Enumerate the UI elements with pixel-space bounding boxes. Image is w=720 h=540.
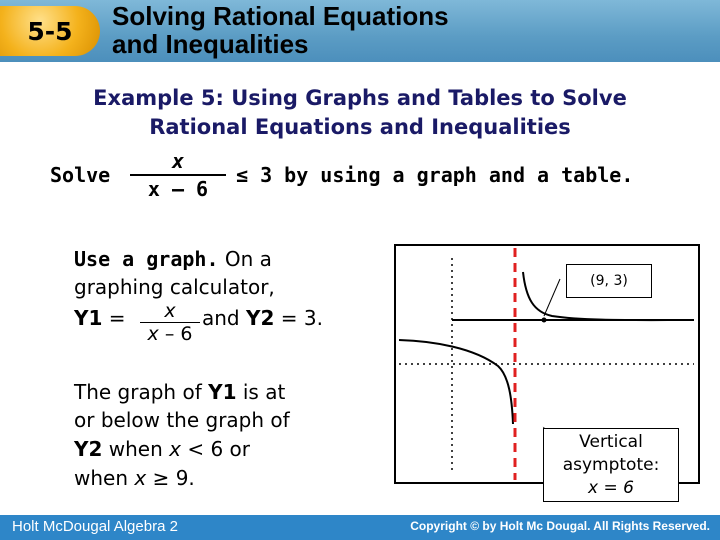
intersection-label: (9, 3) xyxy=(566,264,652,298)
result-line3-y2: Y2 xyxy=(74,437,103,461)
intersection-point xyxy=(542,318,547,323)
result-line4 xyxy=(74,463,195,493)
asymptote-label-line1: Vertical xyxy=(579,432,643,452)
y1-label: Y1 xyxy=(74,306,103,330)
y1-denominator-rest: – 6 xyxy=(158,323,193,345)
graph-instruction-line3-rest xyxy=(202,303,323,333)
and-text: and xyxy=(202,306,246,330)
on-a-text: On a xyxy=(218,247,272,271)
result-line3-b: when xyxy=(102,437,170,461)
y2-label: Y2 xyxy=(245,306,275,330)
problem-rest: ≤ 3 by using a graph and a table. xyxy=(236,163,634,187)
result-line4-c: ≥ 9. xyxy=(146,466,195,490)
result-line3 xyxy=(74,434,250,464)
example-title-line1: Example 5: Using Graphs and Tables to Solve xyxy=(93,86,627,110)
graph-instruction-line3 xyxy=(74,303,126,333)
result-line2: or below the graph of xyxy=(74,408,290,432)
example-title-line2: Rational Equations and Inequalities xyxy=(149,115,571,139)
footer-book-title: Holt McDougal Algebra 2 xyxy=(12,518,178,535)
fraction-bar xyxy=(130,174,226,176)
lesson-title-line2: and Inequalities xyxy=(112,29,309,59)
lesson-number-badge xyxy=(0,6,100,56)
example-title xyxy=(0,84,720,142)
lesson-number: 5-5 xyxy=(27,16,73,46)
problem-denominator: x – 6 xyxy=(147,177,209,201)
graph-instruction-line1 xyxy=(74,244,272,274)
problem-numerator: x xyxy=(171,149,185,173)
asymptote-label-box xyxy=(543,428,679,502)
solve-word: Solve xyxy=(50,163,111,187)
equals-sign: = xyxy=(102,306,126,330)
result-line1-y1: Y1 xyxy=(208,380,237,404)
lesson-title xyxy=(112,2,449,58)
asymptote-label-line3: x = 6 xyxy=(588,478,634,498)
problem-fraction xyxy=(130,149,226,201)
result-line1-a: The graph of xyxy=(74,380,209,404)
result-line1-c: is at xyxy=(236,380,286,404)
asymptote-label-line2: asymptote: xyxy=(562,455,660,475)
y1-denominator xyxy=(140,323,200,345)
footer-bar xyxy=(0,515,720,540)
y2-rest: = 3. xyxy=(274,306,323,330)
graph-instruction-line2: graphing calculator, xyxy=(74,275,275,299)
footer-copyright: Copyright © by Holt Mc Dougal. All Rights Reserved. xyxy=(410,519,710,533)
use-a-graph-label: Use a graph. xyxy=(74,247,219,271)
result-line4-x: x xyxy=(134,466,147,490)
lesson-title-line1: Solving Rational Equations xyxy=(112,1,449,31)
y1-denominator-x: x xyxy=(147,323,159,345)
y1-numerator: x xyxy=(164,300,176,322)
result-line1 xyxy=(74,377,285,407)
header-bar xyxy=(0,0,720,62)
y1-fraction xyxy=(140,300,200,345)
result-line4-a: when xyxy=(74,466,135,490)
result-line3-d: < 6 or xyxy=(180,437,250,461)
result-line3-x: x xyxy=(169,437,181,461)
